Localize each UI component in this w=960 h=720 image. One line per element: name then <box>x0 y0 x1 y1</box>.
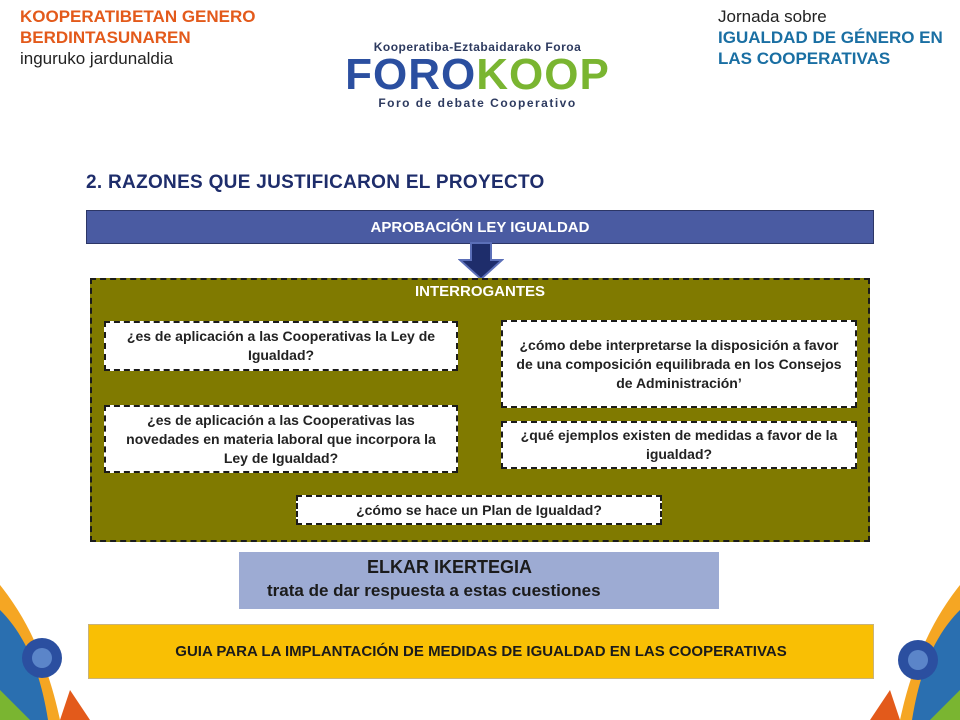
question-consejos-administracion: ¿cómo debe interpretarse la disposición a favor de una composición equilibrada en los Consejos de Administración’ <box>501 320 857 408</box>
guia-box: GUIA PARA LA IMPLANTACIÓN DE MEDIDAS DE IGUALDAD EN LAS COOPERATIVAS <box>88 624 874 679</box>
question-novedades-laborales: ¿es de aplicación a las Cooperativas las novedades en materia laboral que incorpora la Ley de Igualdad? <box>104 405 458 473</box>
header-right-line3: LAS COOPERATIVAS <box>718 49 891 68</box>
logo-top-text: Kooperatiba-Eztabaidarako Foroa <box>373 40 582 54</box>
interrogantes-title: INTERROGANTES <box>414 283 545 300</box>
forokoop-logo <box>345 40 610 110</box>
logo-main <box>345 50 610 99</box>
logo-main-b: KOOP <box>476 50 610 99</box>
ley-igualdad-banner: APROBACIÓN LEY IGUALDAD <box>86 210 874 244</box>
question-ley-aplicacion: ¿es de aplicación a las Cooperativas la Ley de Igualdad? <box>104 321 458 371</box>
logo-bottom-text: Foro de debate Cooperativo <box>378 96 577 110</box>
header-left-line1: KOOPERATIBETAN GENERO <box>20 7 256 26</box>
header-right-line1: Jornada sobre <box>718 7 827 26</box>
header-left-line3: inguruko jardunaldia <box>20 49 174 68</box>
question-ejemplos-medidas: ¿qué ejemplos existen de medidas a favor de la igualdad? <box>501 421 857 469</box>
elkar-text: trata de dar respuesta a estas cuestiones <box>267 581 601 600</box>
logo-main-a: FORO <box>345 50 477 99</box>
elkar-name: ELKAR IKERTEGIA <box>367 557 533 577</box>
header-left-line2: BERDINTASUNAREN <box>20 28 191 47</box>
header-right-line2: IGUALDAD DE GÉNERO EN <box>718 28 943 47</box>
elkar-ikertegia-box <box>239 552 719 609</box>
question-plan-igualdad: ¿cómo se hace un Plan de Igualdad? <box>296 495 662 525</box>
header-right <box>718 6 943 69</box>
header-left <box>20 6 256 69</box>
down-arrow-icon <box>458 242 504 280</box>
page-title: 2. RAZONES QUE JUSTIFICARON EL PROYECTO <box>86 172 545 193</box>
